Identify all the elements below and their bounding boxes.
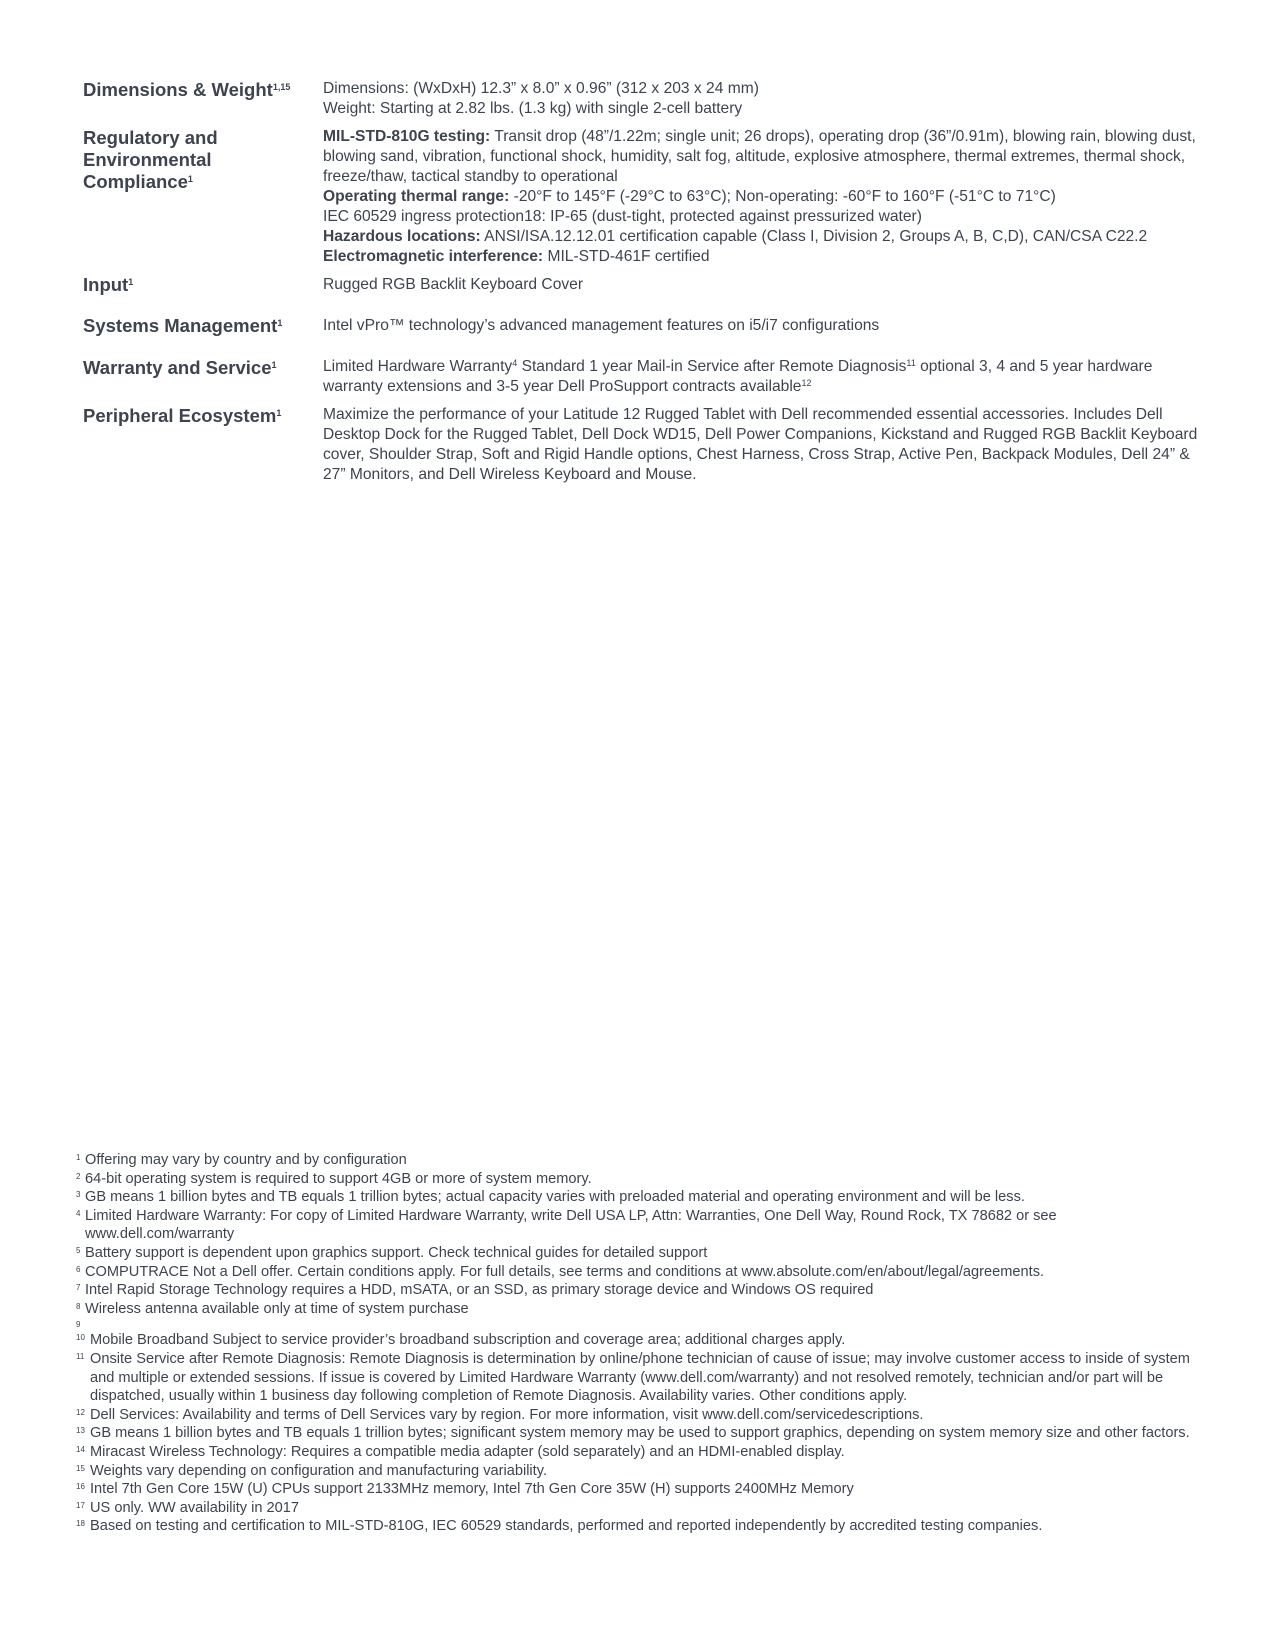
footnote-ref: 1 [276,408,282,418]
footnote [76,1188,1206,1207]
spec-row [83,275,1203,295]
footnote [76,1207,1206,1244]
footnote-text: US only. WW availability in 2017 [90,1499,299,1516]
footnote-number: 14 [76,1444,85,1454]
footnote-number: 11 [76,1351,85,1361]
spec-value-line [323,275,1203,295]
spec-label-text: Peripheral Ecosystem [83,405,277,426]
spec-text: Rugged RGB Backlit Keyboard Cover [323,276,584,293]
spec-value-line [323,99,1203,119]
footnote [76,1331,1206,1350]
footnote [76,1300,1206,1319]
spec-value-line [323,207,1203,227]
footnote [76,1281,1206,1300]
footnote-ref: 1 [277,318,283,328]
footnote-number: 1 [76,1153,81,1162]
footnote-ref: 1 [187,174,193,184]
spec-text: ANSI/ISA.12.12.01 certification capable (Class I, Division 2, Groups A, B, C,D), CAN/CSA C22.2 [480,228,1148,245]
spec-value-line [323,227,1203,247]
footnote-text: Mobile Broadband Subject to service provider’s broadband subscription and coverage area; additional charges apply. [90,1332,846,1349]
spec-row [83,127,1203,267]
footnote [76,1350,1206,1406]
spec-value-line [323,247,1203,267]
footnote [76,1406,1206,1425]
spec-text: Limited Hardware Warranty [323,358,513,375]
spec-value-line [323,127,1203,187]
spec-value [323,357,1203,397]
footnote-text: Intel Rapid Storage Technology requires a HDD, mSATA, or an SSD, as primary storage device and Windows OS required [85,1282,874,1299]
footnote [76,1424,1206,1443]
spec-label [83,357,323,397]
footnote-ref: 11 [906,358,916,368]
spec-text: Weight: Starting at 2.82 lbs. (1.3 kg) with single 2-cell battery [323,100,743,117]
footnote-number: 6 [76,1264,81,1274]
footnote-number: 17 [76,1500,85,1510]
spec-term: Electromagnetic interference: [323,248,544,265]
footnote [76,1480,1206,1499]
footnote-text: Dell Services: Availability and terms of Dell Services vary by region. For more information, visit www.dell.com/servicedescriptions. [90,1406,924,1423]
spec-row [83,79,1203,119]
spec-label-text: Input [83,274,129,295]
footnote-number: 4 [76,1208,81,1218]
footnote-number: 13 [76,1426,85,1436]
spec-value-line [323,187,1203,207]
spec-label [83,405,323,485]
footnote [76,1517,1206,1536]
footnote-text: Battery support is dependent upon graphics support. Check technical guides for detailed support [85,1244,708,1261]
spec-value-line [323,405,1203,485]
spec-label [83,275,323,295]
footnotes [76,1151,1206,1536]
footnote-text: COMPUTRACE Not a Dell offer. Certain conditions apply. For full details, see terms and conditions at www.absolute.com/en/about/legal/agreements. [85,1263,1045,1280]
footnote [76,1462,1206,1481]
spec-label [83,79,323,119]
footnote-number: 16 [76,1482,85,1492]
footnote-number: 7 [76,1283,81,1293]
footnote-number: 3 [76,1190,81,1200]
footnote-number: 2 [76,1171,81,1181]
footnote-number: 12 [76,1407,85,1417]
footnote-number: 9 [76,1320,81,1330]
footnote-text: Offering may vary by country and by configuration [85,1152,407,1168]
footnote-text: Intel 7th Gen Core 15W (U) CPUs support 2133MHz memory, Intel 7th Gen Core 35W (H) supports 2400MHz Memory [90,1481,854,1498]
footnote-text: GB means 1 billion bytes and TB equals 1 trillion bytes; significant system memory may be used to support graphics, depending on system memory size and other factors. [90,1425,1190,1442]
footnote-text: 64-bit operating system is required to support 4GB or more of system memory. [85,1170,592,1187]
spec-label-text: Regulatory and Environmental Compliance [83,127,218,192]
spec-term: MIL-STD-810G testing: [323,128,491,145]
footnote-text: Onsite Service after Remote Diagnosis: Remote Diagnosis is determination by online/phone technician of cause of issue; may involve customer access to inside of system and multiple or extended sessions. If issue is covered by Limited Hardware Warranty (www.dell.com/warranty) and not resolved remotely, technician and/or part will be dispatched, usually within 1 business day following completion of Remote Diagnosis. Availability varies. Other conditions apply. [90,1350,1190,1405]
spec-text: -20°F to 145°F (-29°C to 63°C); Non-operating: -60°F to 160°F (-51°C to 71°C) [509,188,1056,205]
spec-term: Operating thermal range: [323,188,510,205]
footnote [76,1443,1206,1462]
spec-value [323,405,1203,485]
footnote-number: 15 [76,1463,85,1473]
footnote-text: GB means 1 billion bytes and TB equals 1 trillion bytes; actual capacity varies with preloaded material and operating environment and will be less. [85,1189,1025,1206]
spec-value [323,79,1203,119]
spec-text: Dimensions: (WxDxH) 12.3” x 8.0” x 0.96” (312 x 203 x 24 mm) [323,80,759,97]
footnote-text: Limited Hardware Warranty: For copy of Limited Hardware Warranty, write Dell USA LP, Attn: Warranties, One Dell Way, Round Rock, TX 78682 or see www.dell.com/warranty [85,1207,1057,1243]
footnote-ref: 12 [801,378,812,388]
spec-value [323,316,1203,336]
spec-value [323,275,1203,295]
footnote-text: Based on testing and certification to MIL-STD-810G, IEC 60529 standards, performed and reported independently by accredited testing companies. [90,1518,1043,1535]
spec-text: Intel vPro™ technology’s advanced management features on i5/i7 configurations [323,317,880,334]
spec-label [83,127,323,267]
footnote [76,1170,1206,1189]
footnote-number: 5 [76,1245,81,1255]
spec-value-line [323,79,1203,99]
spec-value [323,127,1203,267]
spec-text: Maximize the performance of your Latitude 12 Rugged Tablet with Dell recommended essential accessories. Includes Dell Desktop Dock for the Rugged Tablet, Dell Dock WD15, Dell Power Companions, Kickstand and Rugged RGB Backlit Keyboard cover, Shoulder Strap, Soft and Rigid Handle options, Chest Harness, Cross Strap, Active Pen, Backpack Modules, Dell 24” & 27” Monitors, and Dell Wireless Keyboard and Mouse. [323,406,1198,483]
footnote [76,1318,1206,1331]
footnote-text: Wireless antenna available only at time of system purchase [85,1300,469,1317]
spec-value-line [323,357,1203,397]
footnote-text: Weights vary depending on configuration and manufacturing variability. [90,1462,548,1479]
footnote-number: 8 [76,1301,81,1311]
spec-text: IEC 60529 ingress protection18: IP-65 (dust-tight, protected against pressurized water) [323,208,922,225]
footnote [76,1244,1206,1263]
footnote [76,1151,1206,1170]
spec-row [83,405,1203,485]
spec-term: Hazardous locations: [323,228,481,245]
spec-label-text: Warranty and Service [83,357,272,378]
footnote-text: Miracast Wireless Technology: Requires a compatible media adapter (sold separately) and an HDMI-enabled display. [90,1443,845,1460]
spec-label [83,316,323,336]
footnote-text [85,1318,1206,1331]
spec-text: Transit drop (48”/1.22m; single unit; 26 drops), operating drop (36”/0.91m), blowing rain, blowing dust, blowing sand, vibration, functional shock, humidity, salt fog, altitude, explosive atmosphere, thermal extremes, thermal shock, freeze/thaw, tactical standby to operational [323,128,1196,185]
spec-row [83,357,1203,397]
spec-text: optional 3, 4 and 5 year hardware warranty extensions and 3-5 year Dell ProSupport contracts available [323,358,1153,395]
spec-text: Standard 1 year Mail-in Service after Remote Diagnosis [517,358,907,375]
footnote [76,1499,1206,1518]
footnote-number: 18 [76,1519,85,1529]
spec-text: MIL-STD-461F certified [543,248,710,265]
spec-row [83,316,1203,336]
footnote [76,1263,1206,1282]
spec-label-text: Dimensions & Weight [83,79,273,100]
footnote-ref: 4 [512,358,518,368]
footnote-ref: 1 [271,360,277,370]
footnote-number: 10 [76,1333,85,1343]
spec-value-line [323,316,1203,336]
spec-label-text: Systems Management [83,315,278,336]
footnote-ref: 1,15 [272,82,291,92]
spec-table [83,79,1203,493]
footnote-ref: 1 [128,277,134,287]
